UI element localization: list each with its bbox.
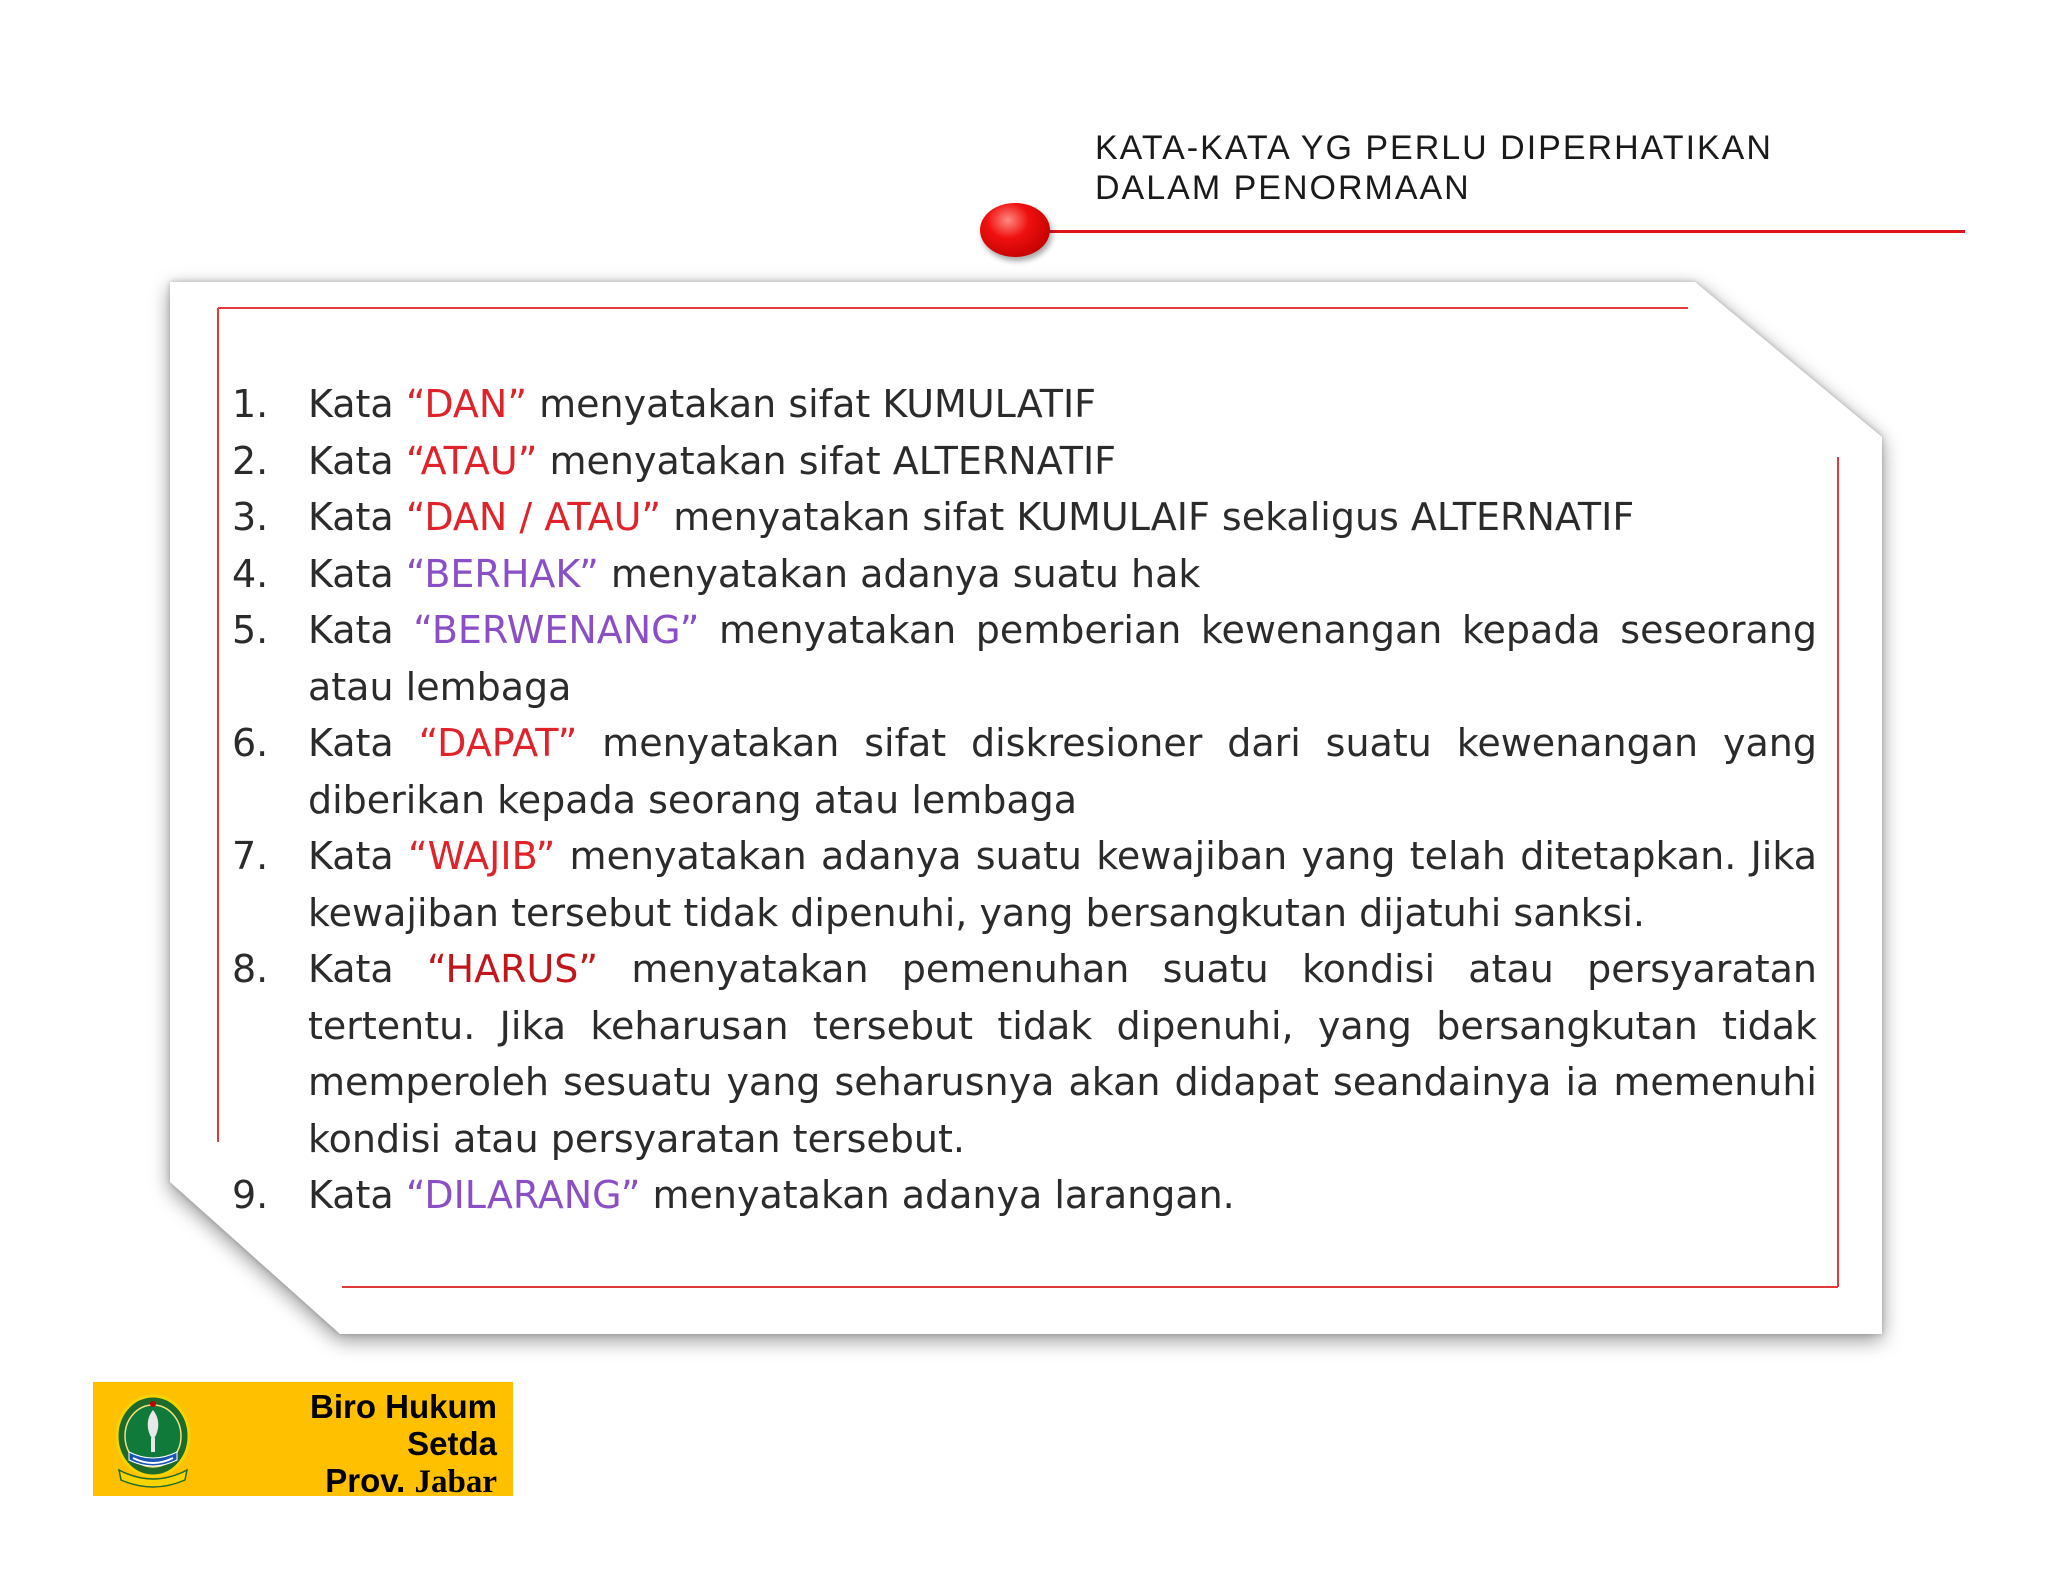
item-description: menyatakan adanya larangan. xyxy=(640,1173,1235,1217)
item-number: 7. xyxy=(232,834,269,878)
item-description: menyatakan sifat ALTERNATIF xyxy=(537,438,1117,483)
org-name xyxy=(310,1388,497,1501)
list-item xyxy=(232,1167,1817,1224)
item-keyword: “WAJIB” xyxy=(408,834,556,878)
list-item xyxy=(232,546,1817,603)
list-item xyxy=(232,941,1817,1167)
title-divider-line xyxy=(1030,230,1965,233)
item-number: 1. xyxy=(232,382,269,426)
item-description: menyatakan pemenuhan suatu kondisi atau persyaratan tertentu. Jika keharusan tersebut tidak dipenuhi, yang bersangkutan tidak memperoleh sesuatu yang seharusnya akan didapat seandainya ia memenuhi kondisi atau persyaratan tersebut. xyxy=(308,947,1817,1161)
slide-title-line-1: KATA-KATA YG PERLU DIPERHATIKAN xyxy=(1095,129,1773,167)
item-description: menyatakan adanya suatu hak xyxy=(598,551,1201,596)
jabar-emblem-icon xyxy=(107,1390,199,1490)
item-lead: Kata xyxy=(308,721,419,765)
item-number: 6. xyxy=(232,721,269,765)
item-lead: Kata xyxy=(308,495,406,539)
item-lead: Kata xyxy=(308,1173,406,1217)
list-item xyxy=(232,433,1817,490)
org-name-line-1: Biro Hukum xyxy=(309,1388,497,1425)
item-lead: Kata xyxy=(308,947,427,991)
item-number: 9. xyxy=(232,1173,269,1217)
item-lead: Kata xyxy=(308,382,406,426)
org-prov: Prov. xyxy=(325,1462,415,1499)
list-item xyxy=(232,489,1817,546)
item-keyword: “DAN / ATAU” xyxy=(405,495,662,539)
list-item xyxy=(232,376,1817,433)
item-description: menyatakan sifat KUMULAIF sekaligus ALTERNATIF xyxy=(661,495,1635,539)
item-number: 3. xyxy=(232,495,269,539)
item-lead: Kata xyxy=(308,608,414,652)
item-description: menyatakan sifat diskresioner dari suatu kewenangan yang diberikan kepada seorang atau lembaga xyxy=(308,721,1817,822)
item-lead: Kata xyxy=(308,551,406,596)
item-keyword: “DILARANG” xyxy=(405,1173,641,1217)
slide-title-line-2: DALAM PENORMAAN xyxy=(1095,169,1471,207)
item-description: menyatakan adanya suatu kewajiban yang telah ditetapkan. Jika kewajiban tersebut tidak dipenuhi, yang bersangkutan dijatuhi sanksi. xyxy=(308,834,1817,935)
slide-title xyxy=(1095,128,1773,208)
terms-list xyxy=(232,376,1817,1224)
list-item xyxy=(232,828,1817,941)
item-description: menyatakan pemberian kewenangan kepada seseorang atau lembaga xyxy=(308,608,1817,709)
item-lead: Kata xyxy=(308,834,408,878)
item-keyword: “DAN” xyxy=(405,382,528,426)
item-number: 5. xyxy=(232,608,269,652)
item-number: 2. xyxy=(232,438,269,483)
item-keyword: “ATAU” xyxy=(405,438,538,483)
red-bullet-icon xyxy=(980,203,1050,257)
item-number: 8. xyxy=(232,947,269,991)
org-logo-box xyxy=(93,1382,513,1500)
list-item xyxy=(232,715,1817,828)
item-keyword: “BERWENANG” xyxy=(413,608,700,652)
item-lead: Kata xyxy=(308,438,406,483)
item-keyword: “BERHAK” xyxy=(405,551,599,596)
org-name-line-2: Setda xyxy=(407,1425,497,1462)
list-item xyxy=(232,602,1817,715)
item-keyword: “DAPAT” xyxy=(418,721,578,765)
org-name-line-3 xyxy=(310,1462,497,1501)
item-number: 4. xyxy=(232,551,269,596)
org-region: Jabar xyxy=(414,1464,497,1500)
item-keyword: “HARUS” xyxy=(427,947,599,991)
item-description: menyatakan sifat KUMULATIF xyxy=(527,382,1097,426)
